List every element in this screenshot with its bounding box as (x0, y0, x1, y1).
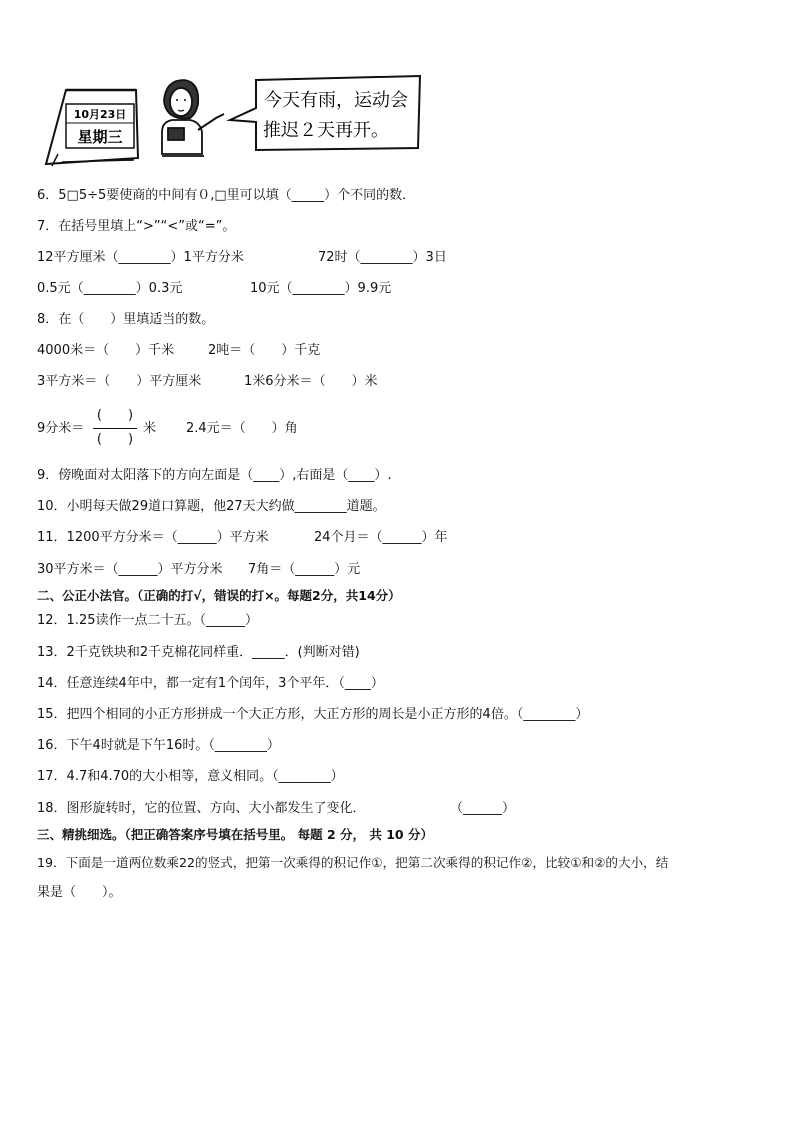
question-11-item-3: 30平方米＝（______）平方分米 (37, 562, 223, 577)
speech-line-2: 推迟２天再开。 (263, 120, 389, 141)
question-8-item-6: 2.4元＝（ ）角 (186, 421, 298, 436)
question-8-item-5-prefix: 9分米＝ (37, 421, 85, 436)
question-14: 14．任意连续4年中，都一定有1个闰年，3个平年．（____） (37, 676, 384, 691)
question-11-item-1: 11．1200平方分米＝（______）平方米 (37, 530, 269, 545)
question-17: 17．4.7和4.70的大小相等，意义相同。（________） (37, 769, 344, 784)
question-7-item-2: 72时（________）3日 (318, 250, 447, 265)
speech-bubble (230, 76, 420, 150)
teacher-figure-icon (162, 80, 224, 156)
question-18-answer-paren: （______） (450, 801, 516, 816)
question-7-item-3: 0.5元（________）0.3元 (37, 281, 183, 296)
speech-line-1: 今天有雨，运动会 (264, 90, 408, 111)
question-7-item-1: 12平方厘米（________）1平方分米 (37, 250, 244, 265)
calendar-weekday: 星期三 (77, 128, 123, 146)
fraction-denominator: ( ) (96, 432, 134, 447)
question-8-item-2: 2吨＝（ ）千克 (208, 343, 321, 358)
fraction-blank (91, 406, 139, 452)
question-13: 13．2千克铁块和2千克棉花同样重．_____．(判断对错) (37, 645, 360, 660)
fraction-numerator: ( ) (96, 408, 134, 423)
question-19-line-2: 果是（ ）。 (37, 885, 122, 900)
question-19-line-1: 19．下面是一道两位数乘22的竖式，把第一次乘得的积记作①，把第二次乘得的积记作②，比较①和②的大小，结 (37, 855, 669, 870)
section-2-heading: 二、公正小法官。（正确的打√，错误的打×。每题2分，共14分） (37, 588, 401, 603)
question-12: 12．1.25读作一点二十五。（______） (37, 613, 258, 628)
question-8-item-1: 4000米＝（ ）千米 (37, 343, 175, 358)
calendar-icon (46, 90, 138, 166)
question-10: 10．小明每天做29道口算题，他27天大约做________道题。 (37, 499, 386, 514)
question-15: 15．把四个相同的小正方形拼成一个大正方形，大正方形的周长是小正方形的4倍。（________） (37, 707, 589, 722)
question-7-stem: 7．在括号里填上“>”“<”或“=”。 (37, 219, 236, 234)
question-6: 6．5□5÷5要使商的中间有０,□里可以填（_____）个不同的数． (37, 188, 416, 203)
question-8-item-5-suffix: 米 (143, 421, 157, 436)
question-7-item-4: 10元（________）9.9元 (250, 281, 392, 296)
question-11-item-4: 7角＝（______）元 (248, 562, 361, 577)
question-11-item-2: 24个月＝（______）年 (314, 530, 448, 545)
section-3-heading: 三、精挑细选。（把正确答案序号填在括号里。 每题 2 分， 共 10 分） (37, 827, 433, 842)
question-18: 18．图形旋转时，它的位置、方向、大小都发生了变化． (37, 801, 366, 816)
question-9: 9．傍晚面对太阳落下的方向左面是（____）,右面是（____）. (37, 468, 392, 483)
calendar-date: 10月23日 (73, 108, 127, 121)
fraction-bar (93, 428, 137, 429)
question-8-item-4: 1米6分米＝（ ）米 (244, 374, 378, 389)
weather-illustration (38, 74, 428, 170)
question-16: 16．下午4时就是下午16时。（________） (37, 738, 280, 753)
question-8-item-3: 3平方米＝（ ）平方厘米 (37, 374, 202, 389)
question-8-stem: 8．在（ ）里填适当的数。 (37, 312, 215, 327)
